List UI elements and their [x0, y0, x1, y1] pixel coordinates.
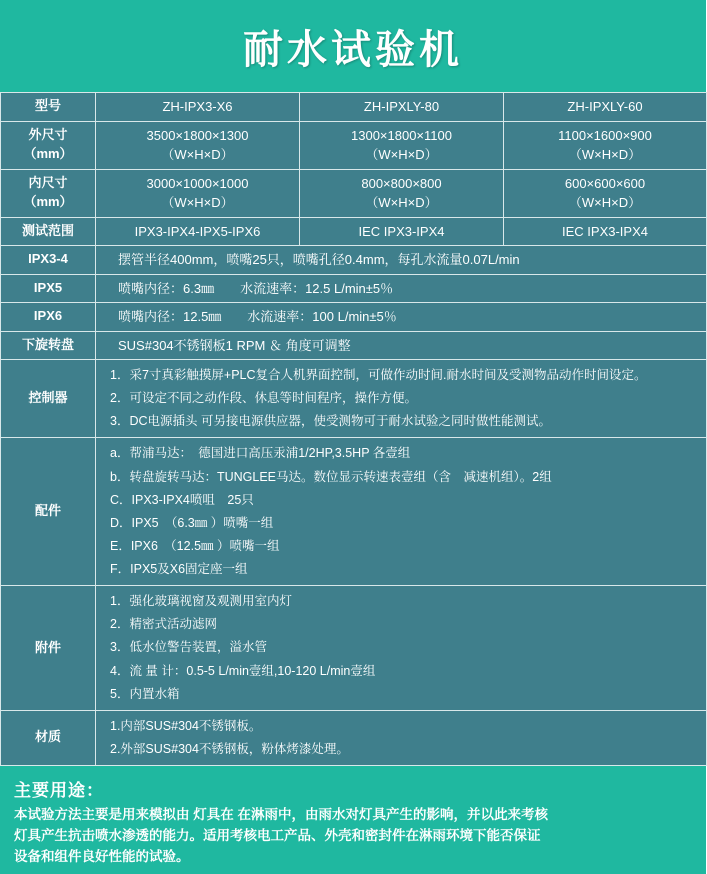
inner-dimension-col-3: 600×600×600 （W×H×D） — [504, 169, 707, 217]
page-footer — [0, 766, 706, 874]
row-label-rotating-table: 下旋转盘 — [1, 331, 96, 360]
row-label-ipx34: IPX3-4 — [1, 246, 96, 275]
table-row — [1, 303, 707, 332]
outer-dimension-col-1: 3500×1800×1300 （W×H×D） — [96, 121, 300, 169]
table-row — [1, 217, 707, 246]
outer-dimension-col-3: 1100×1600×900 （W×H×D） — [504, 121, 707, 169]
test-range-col-2: IEC IPX3-IPX4 — [300, 217, 504, 246]
material-value: 1.内部SUS#304不锈钢板。 2.外部SUS#304不锈钢板，粉体烤漆处理。 — [96, 710, 707, 765]
model-col-1: ZH-IPX3-X6 — [96, 93, 300, 122]
outer-dimension-col-2: 1300×1800×1100 （W×H×D） — [300, 121, 504, 169]
table-row — [1, 274, 707, 303]
footer-title: 主要用途： — [14, 781, 104, 800]
footer-body — [14, 805, 694, 868]
table-row — [1, 169, 707, 217]
page-title: 耐水试验机 — [243, 27, 463, 72]
row-label-material: 材质 — [1, 710, 96, 765]
table-row — [1, 246, 707, 275]
row-label-accessories: 附件 — [1, 586, 96, 711]
row-label-model: 型号 — [1, 93, 96, 122]
ipx34-value: 摆管半径400mm，喷嘴25只，喷嘴孔径0.4mm，每孔水流量0.07L/min — [96, 246, 707, 275]
inner-dimension-col-2: 800×800×800 （W×H×D） — [300, 169, 504, 217]
footer-line-2: 灯具产生抗击喷水渗透的能力。适用考核电工产品、外壳和密封件在淋雨环境下能否保证 — [14, 827, 541, 843]
row-label-ipx5: IPX5 — [1, 274, 96, 303]
model-col-3: ZH-IPXLY-60 — [504, 93, 707, 122]
row-label-ipx6: IPX6 — [1, 303, 96, 332]
table-row — [1, 121, 707, 169]
row-label-parts: 配件 — [1, 438, 96, 586]
footer-line-3: 设备和组件良好性能的试验。 — [14, 848, 190, 864]
parts-value: a．帮浦马达： 德国进口高压汞浦1/2HP,3.5HP 各壹组 b．转盘旋转马达：TUNGLEE马达。数位显示转速表壹组（含 减速机组）。2组 C．IPX3-IPX4喷咀 25只 D．IPX5 （6.3㎜ ）喷嘴一组 E．IPX6 （12.5㎜ ）喷嘴一组 F．IPX5及X6固定座一组 — [96, 438, 707, 586]
page-header — [0, 0, 706, 92]
model-col-2: ZH-IPXLY-80 — [300, 93, 504, 122]
table-row — [1, 586, 707, 711]
row-label-inner-dimension: 内尺寸 （mm） — [1, 169, 96, 217]
rotating-table-value: SUS#304不锈钢板1 RPM ＆ 角度可调整 — [96, 331, 707, 360]
table-body — [1, 93, 707, 766]
ipx6-value: 喷嘴内径：12.5㎜ 水流速率：100 L/min±5％ — [96, 303, 707, 332]
accessories-value: 1．强化玻璃视窗及观测用室内灯 2．精密式活动滤网 3．低水位警告装置，溢水管 4．流 量 计：0.5-5 L/min壹组,10-120 L/min壹组 5．内置水箱 — [96, 586, 707, 711]
test-range-col-1: IPX3-IPX4-IPX5-IPX6 — [96, 217, 300, 246]
row-label-test-range: 测试范围 — [1, 217, 96, 246]
table-row — [1, 331, 707, 360]
inner-dimension-col-1: 3000×1000×1000 （W×H×D） — [96, 169, 300, 217]
footer-line-1: 本试验方法主要是用来模拟由 灯具在 在淋雨中，由雨水对灯具产生的影响，并以此来考核 — [14, 807, 549, 822]
controller-value: 1．采7寸真彩触摸屏+PLC复合人机界面控制，可做作动时间.耐水时间及受测物品动作时间设定。 2．可设定不同之动作段、休息等时间程序，操作方便。 3．DC电源插头 可另接电源供应器，使受测物可于耐水试验之同时做性能测试。 — [96, 360, 707, 438]
table-row — [1, 438, 707, 586]
table-row — [1, 360, 707, 438]
table-row — [1, 710, 707, 765]
row-label-controller: 控制器 — [1, 360, 96, 438]
row-label-outer-dimension: 外尺寸 （mm） — [1, 121, 96, 169]
ipx5-value: 喷嘴内径：6.3㎜ 水流速率：12.5 L/min±5％ — [96, 274, 707, 303]
test-range-col-3: IEC IPX3-IPX4 — [504, 217, 707, 246]
specification-table — [0, 92, 707, 766]
table-row — [1, 93, 707, 122]
